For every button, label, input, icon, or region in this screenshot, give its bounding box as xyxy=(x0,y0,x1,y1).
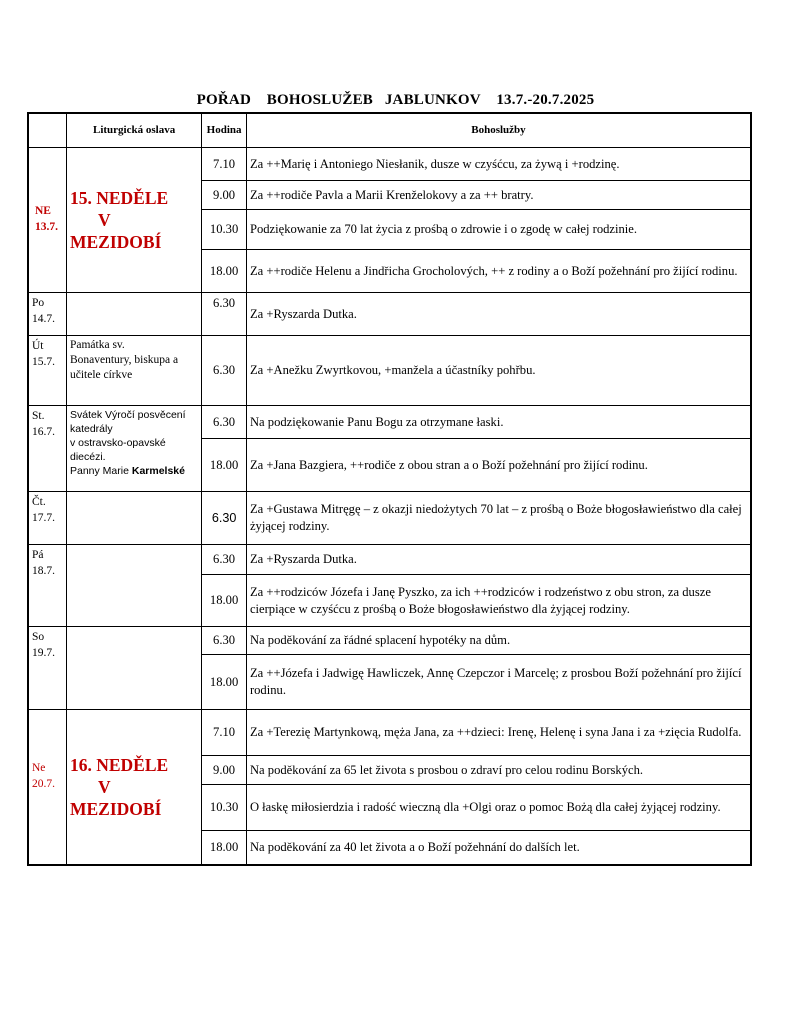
table-header-row xyxy=(28,113,751,148)
mass-time: 18.00 xyxy=(202,655,247,710)
day-cell xyxy=(28,293,66,336)
table-row xyxy=(28,293,751,336)
mass-time: 6.30 xyxy=(202,627,247,655)
liturgy-cell xyxy=(66,545,201,627)
liturgy-text: učitele církve xyxy=(69,369,133,381)
liturgy-text: v ostravsko-opavské xyxy=(69,437,166,449)
mass-time: 9.00 xyxy=(202,756,247,785)
liturgy-title: V xyxy=(97,210,111,230)
liturgy-text: katedrály xyxy=(69,423,113,435)
day-cell xyxy=(28,336,66,406)
liturgy-text: diecézi. xyxy=(69,451,106,463)
day-name: So xyxy=(32,631,45,643)
mass-intention: Na poděkování za 65 let života s prosbou o zdraví pro celou rodinu Borských. xyxy=(246,756,751,785)
day-date: 19.7. xyxy=(32,647,55,659)
mass-intention: Za +Anežku Zwyrtkovou, +manžela a účastníky pohřbu. xyxy=(246,336,751,406)
liturgy-title: MEZIDOBÍ xyxy=(69,798,162,819)
liturgy-title: 16. NEDĚLE xyxy=(69,754,169,775)
mass-time: 6.30 xyxy=(202,406,247,439)
mass-intention: Za +Terezię Martynkową, męża Jana, za ++dzieci: Irenę, Helenę i syna Jana i za +zięcia Rudolfa. xyxy=(246,710,751,756)
liturgy-cell xyxy=(66,293,201,336)
mass-intention: O łaskę miłosierdzia i radość wieczną dla +Olgi oraz o pomoc Bożą dla całej żyjącej rodziny. xyxy=(246,785,751,831)
day-date: 14.7. xyxy=(32,313,55,325)
day-cell xyxy=(28,492,66,545)
mass-intention: Za ++rodiče Helenu a Jindřicha Grocholových, ++ z rodiny a o Boží požehnání pro žijící rodinu. xyxy=(246,250,751,293)
mass-intention: Za ++Marię i Antoniego Niesłanik, dusze w czyśćcu, za żywą i +rodzinę. xyxy=(246,148,751,181)
day-date: 17.7. xyxy=(32,512,55,524)
day-name: Út xyxy=(32,340,44,352)
mass-intention: Na podziękowanie Panu Bogu za otrzymane łaski. xyxy=(246,406,751,439)
day-name: Čt. xyxy=(32,496,46,508)
mass-intention: Za +Gustawa Mitręgę – z okazji niedożytych 70 lat – z prośbą o Boże błogosławieństwo dla całej żyjącej rodziny. xyxy=(246,492,751,545)
table-row xyxy=(28,406,751,439)
day-name: Ne xyxy=(32,761,46,774)
day-date: 20.7. xyxy=(32,777,55,790)
mass-intention: Podziękowanie za 70 lat życia z prośbą o zdrowie i o zgodę w całej rodzinie. xyxy=(246,210,751,250)
liturgy-cell xyxy=(66,148,201,293)
mass-time: 7.10 xyxy=(202,710,247,756)
mass-time: 6.30 xyxy=(202,293,247,336)
header-day xyxy=(28,113,66,148)
mass-intention: Za ++rodziców Józefa i Janę Pyszko, za ich ++rodziców i rodzeństwo z obu stron, za dusze cierpiące w czyśćcu z prośbą o Boże błogosławieństwo dla żyjącej rodziny. xyxy=(246,575,751,627)
table-row xyxy=(28,627,751,655)
mass-intention: Za +Jana Bazgiera, ++rodiče z obou stran a o Boží požehnání pro žijící rodinu. xyxy=(246,439,751,492)
mass-intention: Na poděkování za 40 let života a o Boží požehnání do dalších let. xyxy=(246,831,751,865)
liturgy-cell xyxy=(66,336,201,406)
day-name: St. xyxy=(32,410,45,422)
mass-time: 6.30 xyxy=(202,545,247,575)
header-time: Hodina xyxy=(202,113,247,148)
mass-intention: Za +Ryszarda Dutka. xyxy=(246,545,751,575)
header-services: Bohoslužby xyxy=(246,113,751,148)
day-date: 16.7. xyxy=(32,426,55,438)
mass-time: 10.30 xyxy=(202,785,247,831)
mass-time: 9.00 xyxy=(202,181,247,210)
mass-intention: Za ++Józefa i Jadwigę Hawliczek, Annę Czepczor i Marcelę; z prosbou Boží požehnání pro žijící rodinu. xyxy=(246,655,751,710)
day-cell xyxy=(28,545,66,627)
day-name: Pá xyxy=(32,549,44,561)
mass-time: 6.30 xyxy=(202,336,247,406)
day-name: Po xyxy=(32,297,45,309)
day-cell xyxy=(28,406,66,492)
mass-time: 18.00 xyxy=(202,831,247,865)
day-date: 18.7. xyxy=(32,565,55,577)
schedule-table xyxy=(27,112,752,866)
liturgy-title: MEZIDOBÍ xyxy=(69,232,162,252)
liturgy-text-bold: Karmelské xyxy=(131,465,185,477)
header-liturgy: Liturgická oslava xyxy=(66,113,201,148)
table-row xyxy=(28,710,751,756)
table-row xyxy=(28,336,751,406)
liturgy-text: Panny Marie xyxy=(69,465,132,477)
liturgy-title: V xyxy=(97,776,111,797)
day-cell xyxy=(28,710,66,865)
day-name: NE xyxy=(35,205,51,217)
liturgy-cell xyxy=(66,710,201,865)
liturgy-title: 15. NEDĚLE xyxy=(69,188,169,208)
mass-time: 10.30 xyxy=(202,210,247,250)
mass-intention: Za +Ryszarda Dutka. xyxy=(246,293,751,336)
mass-time: 7.10 xyxy=(202,148,247,181)
liturgy-text: Bonaventury, biskupa a xyxy=(69,354,179,366)
liturgy-cell xyxy=(66,406,201,492)
mass-time: 18.00 xyxy=(202,575,247,627)
day-cell xyxy=(28,148,66,293)
liturgy-text: Památka sv. xyxy=(69,339,125,351)
liturgy-text: Svátek Výročí posvěcení xyxy=(69,409,186,421)
page-title: POŘAD BOHOSLUŽEB JABLUNKOV 13.7.-20.7.2025 xyxy=(196,92,595,108)
day-date: 13.7. xyxy=(35,221,58,233)
mass-time: 18.00 xyxy=(202,439,247,492)
table-row xyxy=(28,492,751,545)
table-row xyxy=(28,148,751,181)
mass-time: 6.30 xyxy=(202,492,247,545)
table-row xyxy=(28,545,751,575)
mass-time: 18.00 xyxy=(202,250,247,293)
day-cell xyxy=(28,627,66,710)
liturgy-cell xyxy=(66,492,201,545)
liturgy-cell xyxy=(66,627,201,710)
mass-intention: Za ++rodiče Pavla a Marii Krenželokovy a za ++ bratry. xyxy=(246,181,751,210)
mass-intention: Na poděkování za řádné splacení hypotéky na dům. xyxy=(246,627,751,655)
day-date: 15.7. xyxy=(32,356,55,368)
